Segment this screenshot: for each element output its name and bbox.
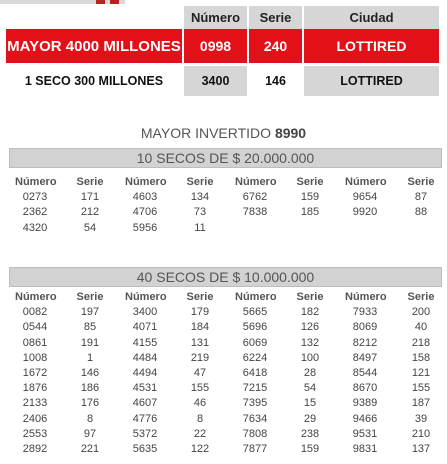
numero-cell: 2406 xyxy=(22,412,48,425)
numero-cell: 7838 xyxy=(242,206,268,219)
header-serie: Serie xyxy=(407,291,435,303)
header-numero: Número xyxy=(345,291,387,303)
numero-cell: 0273 xyxy=(22,191,48,204)
numero-cell: 4484 xyxy=(132,351,158,364)
mayor-ciudad: LOTTIRED xyxy=(304,29,439,63)
secos40-grid xyxy=(0,291,447,458)
numero-cell: 8544 xyxy=(352,366,378,379)
mayor-invertido-label: MAYOR INVERTIDO xyxy=(140,125,272,141)
table-row xyxy=(0,397,447,412)
serie-cell: 158 xyxy=(411,351,431,364)
table-row xyxy=(0,443,447,458)
numero-cell: 2133 xyxy=(22,397,48,410)
mayor-serie: 240 xyxy=(249,29,302,63)
numero-cell: 1876 xyxy=(22,382,48,395)
seco-numero: 3400 xyxy=(184,66,247,96)
table-row xyxy=(0,382,447,397)
numero-cell: 2892 xyxy=(22,442,48,455)
serie-cell: 146 xyxy=(80,366,100,379)
numero-cell: 7215 xyxy=(242,382,268,395)
serie-cell: 54 xyxy=(303,382,317,395)
header-serie: Serie xyxy=(76,176,104,188)
numero-cell: 7877 xyxy=(242,442,268,455)
numero-cell: 5956 xyxy=(132,221,158,234)
serie-cell: 186 xyxy=(80,382,100,395)
serie-cell: 126 xyxy=(300,321,320,334)
numero-cell: 8212 xyxy=(352,336,378,349)
table-row xyxy=(0,352,447,367)
serie-cell: 221 xyxy=(80,442,100,455)
numero-cell: 6224 xyxy=(242,351,268,364)
serie-cell: 122 xyxy=(190,442,210,455)
serie-cell: 8 xyxy=(86,412,94,425)
serie-cell: 73 xyxy=(193,206,207,219)
header-numero: Número xyxy=(15,291,57,303)
table-row xyxy=(0,337,447,352)
numero-cell: 9389 xyxy=(352,397,378,410)
serie-cell: 8 xyxy=(196,412,204,425)
numero-cell: 3400 xyxy=(132,306,158,319)
numero-cell: 9531 xyxy=(352,427,378,440)
numero-cell: 4155 xyxy=(132,336,158,349)
table-row xyxy=(0,367,447,382)
numero-cell: 4320 xyxy=(22,221,48,234)
serie-cell: 159 xyxy=(300,191,320,204)
header-numero: Número xyxy=(235,291,277,303)
numero-cell: 0861 xyxy=(22,336,48,349)
serie-cell: 11 xyxy=(194,221,206,234)
serie-cell: 54 xyxy=(83,221,97,234)
numero-cell: 6069 xyxy=(242,336,268,349)
numero-cell: 4776 xyxy=(132,412,158,425)
table-row xyxy=(0,191,447,206)
serie-cell: 155 xyxy=(411,382,431,395)
serie-cell: 88 xyxy=(414,206,428,219)
numero-cell: 7634 xyxy=(242,412,268,425)
header-serie: Serie xyxy=(296,291,324,303)
numero-cell: 8497 xyxy=(352,351,378,364)
secos10-title: 10 SECOS DE $ 20.000.000 xyxy=(9,148,442,168)
serie-cell: 134 xyxy=(190,191,210,204)
serie-cell: 159 xyxy=(300,442,320,455)
header-ciudad: Ciudad xyxy=(304,6,439,29)
serie-cell: 238 xyxy=(300,427,320,440)
header-numero: Número xyxy=(235,176,277,188)
serie-cell: 97 xyxy=(83,427,97,440)
numero-cell: 1008 xyxy=(22,351,48,364)
numero-cell: 0082 xyxy=(22,306,48,319)
secos10-grid xyxy=(0,176,447,237)
mayor-label: MAYOR 4000 MILLONES xyxy=(6,29,182,63)
serie-cell: 137 xyxy=(411,442,431,455)
serie-cell: 182 xyxy=(300,306,320,319)
serie-cell: 191 xyxy=(80,336,100,349)
serie-cell: 85 xyxy=(83,321,97,334)
serie-cell: 210 xyxy=(411,427,431,440)
header-numero: Número xyxy=(125,176,167,188)
table-row xyxy=(0,321,447,336)
header-numero: Número xyxy=(345,176,387,188)
numero-cell: 4603 xyxy=(132,191,158,204)
numero-cell: 9920 xyxy=(352,206,378,219)
header-numero: Número xyxy=(184,6,247,29)
numero-cell: 5635 xyxy=(132,442,158,455)
serie-cell: 121 xyxy=(411,366,431,379)
mayor-invertido-value: 8990 xyxy=(274,125,307,141)
top-decoration-bar xyxy=(0,0,125,4)
serie-cell: 197 xyxy=(80,306,100,319)
serie-cell: 212 xyxy=(80,206,100,219)
mayor-numero: 0998 xyxy=(184,29,247,63)
serie-cell: 28 xyxy=(303,366,317,379)
numero-cell: 1672 xyxy=(22,366,48,379)
serie-cell: 29 xyxy=(303,412,317,425)
table-row xyxy=(0,428,447,443)
numero-cell: 5696 xyxy=(242,321,268,334)
numero-cell: 4607 xyxy=(132,397,158,410)
numero-cell: 9654 xyxy=(352,191,378,204)
mayor-row xyxy=(6,29,439,63)
seco-serie: 146 xyxy=(265,74,286,88)
mayor-invertido xyxy=(0,125,447,141)
secos40-header-row xyxy=(0,291,447,306)
numero-cell: 8069 xyxy=(352,321,378,334)
serie-cell: 1 xyxy=(86,351,94,364)
secos10-header-row xyxy=(0,176,447,191)
header-numero: Número xyxy=(15,176,57,188)
secos40-title: 40 SECOS DE $ 10.000.000 xyxy=(9,267,442,287)
numero-cell: 4531 xyxy=(132,382,158,395)
numero-cell: 6762 xyxy=(242,191,268,204)
serie-cell: 179 xyxy=(190,306,210,319)
serie-cell: 219 xyxy=(190,351,210,364)
table-row xyxy=(0,413,447,428)
serie-cell: 100 xyxy=(300,351,320,364)
header-serie: Serie xyxy=(296,176,324,188)
seco-label: 1 SECO 300 MILLONES xyxy=(24,74,164,88)
serie-cell: 218 xyxy=(411,336,431,349)
header-serie: Serie xyxy=(249,6,302,29)
serie-cell: 176 xyxy=(80,397,100,410)
numero-cell: 6418 xyxy=(242,366,268,379)
numero-cell: 4494 xyxy=(132,366,158,379)
serie-cell: 39 xyxy=(414,412,428,425)
serie-cell: 46 xyxy=(193,397,207,410)
serie-cell: 40 xyxy=(414,321,428,334)
seco-ciudad: LOTTIRED xyxy=(304,66,439,96)
serie-cell: 187 xyxy=(411,397,431,410)
numero-cell: 9466 xyxy=(352,412,378,425)
numero-cell: 7395 xyxy=(242,397,268,410)
numero-cell: 9831 xyxy=(352,442,378,455)
table-row xyxy=(0,222,447,237)
header-serie: Serie xyxy=(76,291,104,303)
serie-cell: 200 xyxy=(411,306,431,319)
numero-cell: 4071 xyxy=(132,321,158,334)
numero-cell: 2362 xyxy=(22,206,48,219)
serie-cell: 15 xyxy=(303,397,317,410)
serie-cell: 155 xyxy=(190,382,210,395)
serie-cell: 131 xyxy=(190,336,210,349)
header-numero: Número xyxy=(125,291,167,303)
numero-cell: 5665 xyxy=(242,306,268,319)
serie-cell: 47 xyxy=(193,366,207,379)
numero-cell: 7933 xyxy=(352,306,378,319)
header-serie: Serie xyxy=(407,176,435,188)
serie-cell: 132 xyxy=(300,336,320,349)
numero-cell: 4706 xyxy=(132,206,158,219)
serie-cell: 171 xyxy=(80,191,100,204)
header-serie: Serie xyxy=(186,176,214,188)
table-row xyxy=(0,206,447,221)
header-serie: Serie xyxy=(186,291,214,303)
numero-cell: 5372 xyxy=(132,427,158,440)
main-results-table xyxy=(4,6,441,96)
serie-cell: 22 xyxy=(193,427,207,440)
numero-cell: 8670 xyxy=(352,382,378,395)
serie-cell: 87 xyxy=(414,191,428,204)
numero-cell: 7808 xyxy=(242,427,268,440)
numero-cell: 0544 xyxy=(22,321,48,334)
numero-cell: 2553 xyxy=(22,427,48,440)
results-header-row xyxy=(6,6,439,29)
table-row xyxy=(0,306,447,321)
serie-cell: 184 xyxy=(190,321,210,334)
serie-cell: 185 xyxy=(300,206,320,219)
seco-row xyxy=(6,66,439,96)
